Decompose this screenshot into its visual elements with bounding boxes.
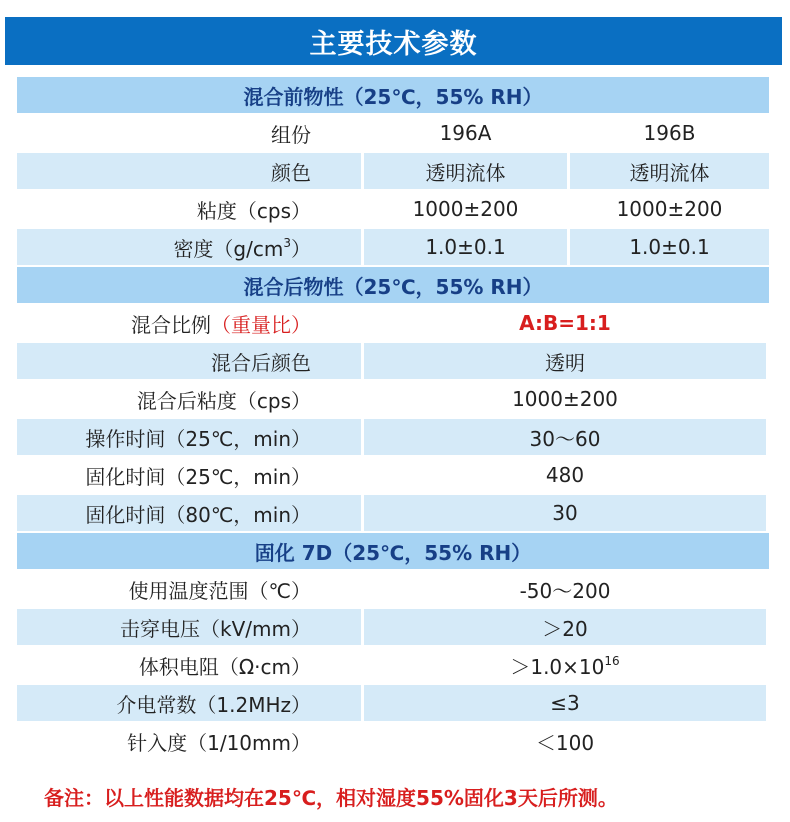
density-label-sup: 3 (283, 236, 291, 250)
table-row (17, 685, 769, 721)
row-label: 固化时间（80℃，min） (17, 495, 361, 531)
table-row (17, 381, 769, 417)
ratio-label: 混合比例 (131, 312, 211, 337)
value-196b: 透明流体 (570, 153, 769, 189)
table-row (17, 305, 769, 341)
section-heading-before-mixing: 混合前物性（25℃，55% RH） (17, 77, 769, 113)
ratio-label-note: （重量比） (211, 312, 311, 337)
table-row (17, 419, 769, 455)
footnote: 备注：以上性能数据均在25℃，相对湿度55%固化3天后所测。 (44, 786, 618, 810)
table-row (17, 495, 769, 531)
table-row (17, 153, 769, 189)
row-label: 固化时间（25℃，min） (17, 457, 361, 493)
resistance-value-main: ＞1.0×10 (510, 654, 605, 679)
row-value: -50～200 (364, 571, 766, 607)
value-196a: 1000±200 (364, 191, 567, 227)
row-value: 30～60 (364, 419, 766, 455)
table-row (17, 609, 769, 645)
row-label: 针入度（1/10mm） (17, 723, 361, 759)
row-label: 混合后颜色 (17, 343, 361, 379)
row-value: ＜100 (364, 723, 766, 759)
table-row (17, 571, 769, 607)
row-value (364, 647, 766, 683)
row-value: 480 (364, 457, 766, 493)
row-label: 粘度（cps） (17, 191, 361, 227)
row-label: 操作时间（25℃，min） (17, 419, 361, 455)
value-196b: 196B (570, 115, 769, 151)
row-value: 透明 (364, 343, 766, 379)
row-label: 击穿电压（kV/mm） (17, 609, 361, 645)
table-row (17, 229, 769, 265)
page-title: 主要技术参数 (5, 17, 782, 65)
row-label: 介电常数（1.2MHz） (17, 685, 361, 721)
density-label-end: ） (291, 236, 311, 261)
density-label-main: 密度（g/cm (173, 236, 284, 261)
resistance-value-sup: 16 (604, 654, 620, 668)
row-label: 颜色 (17, 153, 361, 189)
row-value: 1000±200 (364, 381, 766, 417)
value-196b: 1000±200 (570, 191, 769, 227)
section-heading-cured: 固化 7D（25℃，55% RH） (17, 533, 769, 569)
value-196a: 1.0±0.1 (364, 229, 567, 265)
ratio-value: A:B=1:1 (364, 305, 766, 341)
table-row (17, 343, 769, 379)
row-value: ≤3 (364, 685, 766, 721)
row-label (17, 229, 361, 265)
spec-table (17, 77, 769, 761)
row-label: 体积电阻（Ω·cm） (17, 647, 361, 683)
table-row (17, 723, 769, 759)
row-label: 使用温度范围（℃） (17, 571, 361, 607)
row-value: ＞20 (364, 609, 766, 645)
section-heading-after-mixing: 混合后物性（25℃，55% RH） (17, 267, 769, 303)
table-row (17, 115, 769, 151)
row-label: 组份 (17, 115, 361, 151)
value-196b: 1.0±0.1 (570, 229, 769, 265)
value-196a: 透明流体 (364, 153, 567, 189)
value-196a: 196A (364, 115, 567, 151)
row-label: 混合后粘度（cps） (17, 381, 361, 417)
row-value: 30 (364, 495, 766, 531)
row-label (17, 305, 361, 341)
table-row (17, 647, 769, 683)
table-row (17, 191, 769, 227)
table-row (17, 457, 769, 493)
